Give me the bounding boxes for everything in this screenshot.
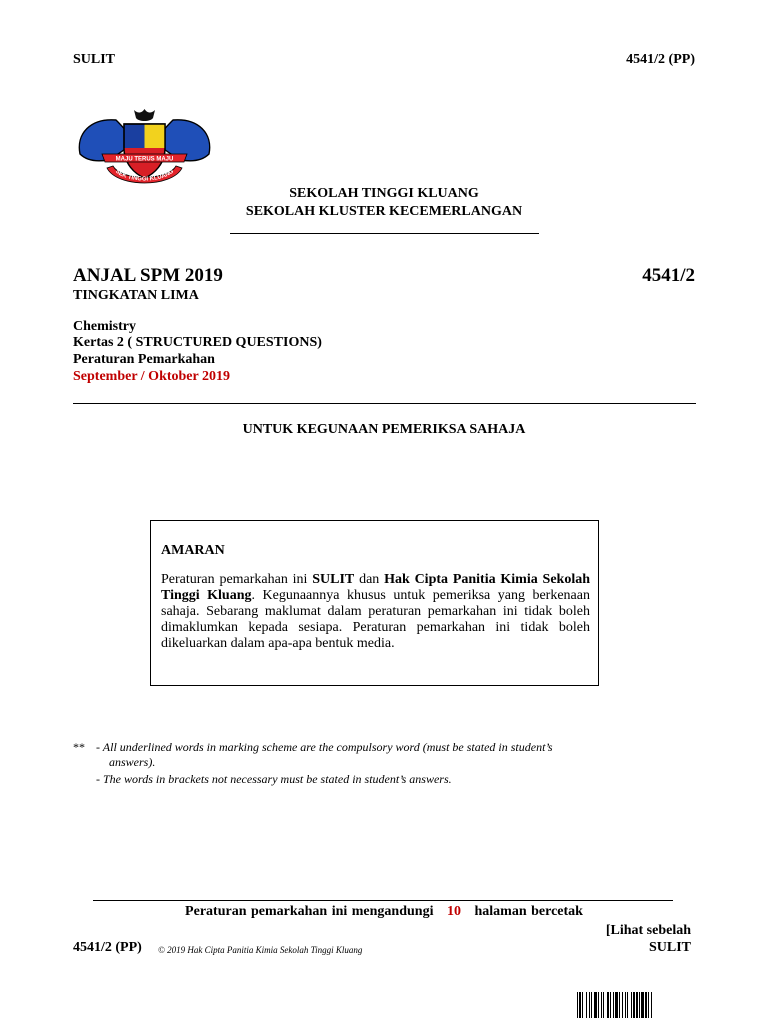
barcode-bar (603, 992, 604, 1018)
logo-school-name: SEK TINGGI KLUANG (113, 168, 176, 183)
exam-level: TINGKATAN LIMA (73, 288, 199, 303)
barcode-bar (607, 992, 609, 1018)
barcode-bar (627, 992, 628, 1018)
barcode-bar (639, 992, 640, 1018)
examiner-note: UNTUK KEGUNAAN PEMERIKSA SAHAJA (242, 422, 526, 437)
note-brackets: - The words in brackets not necessary must be stated in student’s answers. (96, 772, 452, 786)
barcode-bar (577, 992, 578, 1018)
exam-subject: Chemistry (73, 319, 136, 334)
warning-title: AMARAN (161, 543, 225, 558)
barcode-bar (598, 992, 599, 1018)
header-code: 4541/2 (PP) (626, 52, 695, 67)
barcode-bar (610, 992, 611, 1018)
exam-title: ANJAL SPM 2019 (73, 265, 223, 286)
barcode-bar (601, 992, 602, 1018)
page-count-pre: Peraturan pemarkahan ini mengandungi (185, 904, 434, 919)
notes-marker: ** (73, 740, 85, 754)
footer-copyright: © 2019 Hak Cipta Panitia Kimia Sekolah Tinggi Kluang (158, 945, 363, 955)
barcode-bar (633, 992, 635, 1018)
page-count (0, 904, 768, 920)
title-divider (73, 403, 696, 404)
barcode-bar (582, 992, 583, 1018)
turn-over: [Lihat sebelah (605, 923, 691, 938)
barcode-bar (586, 992, 587, 1018)
footer-sulit: SULIT (648, 940, 691, 955)
footer-divider (93, 900, 673, 901)
school-underline (230, 233, 539, 234)
barcode-bar (622, 992, 623, 1018)
footer-code: 4541/2 (PP) (73, 940, 142, 955)
barcode-bar (591, 992, 592, 1018)
page-count-number: 10 (446, 904, 461, 919)
note-underlined-cont: answers). (109, 755, 156, 769)
barcode-bar (589, 992, 590, 1018)
barcode-bar (619, 992, 620, 1018)
barcode-bar (594, 992, 597, 1018)
page-count-post: halaman bercetak (474, 904, 583, 919)
barcode-bar (625, 992, 626, 1018)
exam-code: 4541/2 (642, 265, 695, 286)
exam-scheme: Peraturan Pemarkahan (73, 352, 215, 367)
barcode-bar (648, 992, 649, 1018)
note-underlined: - All underlined words in marking scheme are the compulsory word (must be stated in student’s (96, 740, 553, 754)
warning-text: Peraturan pemarkahan ini SULIT dan Hak Cipta Panitia Kimia Sekolah Tinggi Kluang. Kegunaannya khusus untuk pemeriksa yang berkenaan sahaja. Sebarang maklumat dalam peraturan pemarkahan ini tidak boleh dimaklumkan kepada sesiapa. Peraturan pemarkahan ini tidak boleh dikeluarkan dalam apa-apa bentuk media. (161, 572, 590, 651)
barcode-bars (577, 992, 737, 1018)
school-cluster: SEKOLAH KLUSTER KECEMERLANGAN (245, 204, 523, 219)
barcode-bar (636, 992, 638, 1018)
exam-date: September / Oktober 2019 (73, 369, 230, 384)
barcode-bar (615, 992, 618, 1018)
school-name: SEKOLAH TINGGI KLUANG (289, 186, 479, 201)
barcode-bar (579, 992, 581, 1018)
exam-paper: Kertas 2 ( STRUCTURED QUESTIONS) (73, 335, 322, 350)
school-logo (72, 104, 217, 194)
warning-box (150, 520, 599, 686)
barcode-bar (651, 992, 652, 1018)
header-sulit: SULIT (73, 52, 116, 67)
logo-motto: MAJU TERUS MAJU (115, 156, 174, 163)
barcode-bar (641, 992, 644, 1018)
barcode-bar (645, 992, 647, 1018)
barcode (577, 992, 737, 1018)
barcode-bar (613, 992, 614, 1018)
barcode-bar (631, 992, 632, 1018)
